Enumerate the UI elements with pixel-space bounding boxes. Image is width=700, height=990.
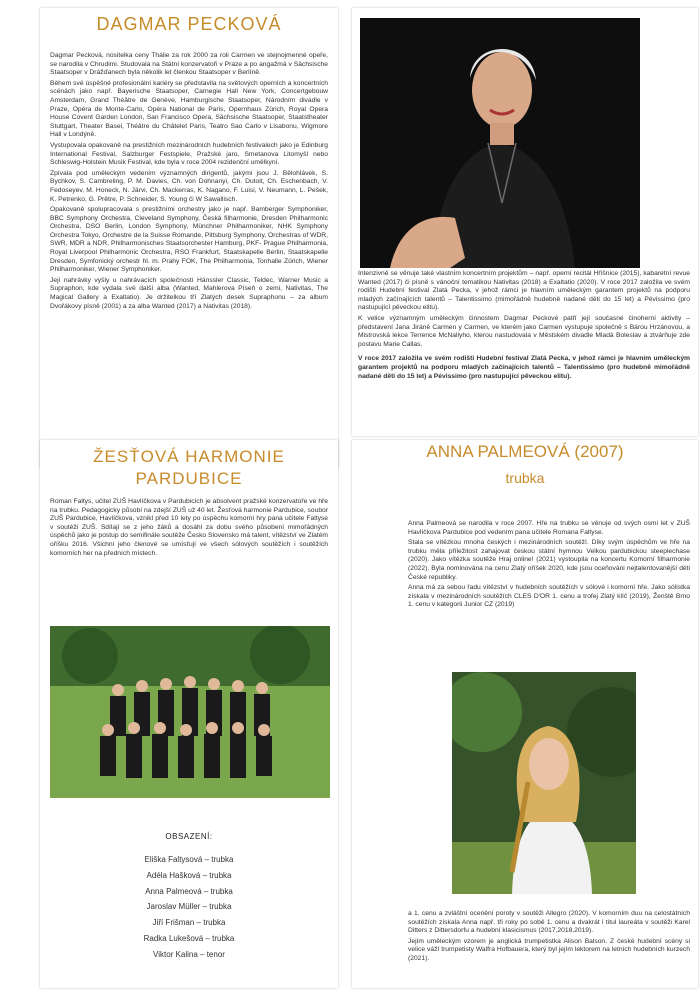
dagmar-paragraph: Její nahrávky vyšly u nahrávacích společností Hänssler Classic, Teldec, Warner Music a Supraphon, kde vydala své další alba (Wanted, Mahlerova Píseň o zemi, Nativitas, The Magical Gallery a Exaltatio). Je držitelkou tří Zlatých desek Supraphonu – za album Dvořákovy písně (2001) a za alba Wanted (2017) a Nativitas (2018). — [50, 276, 328, 310]
dagmar-paragraph: Opakovaně spolupracovala s prestižními orchestry jako je např. Bamberger Symphoniker, BBC Symphony Orchestra, Cleveland Symphony, Česká filharmonie, Dresden Philharmonic Orchestra, DSO Berlin, London Symphony, Münchner Philharmoniker, NHK Symphony Orchestra Tokyo, Orchestre de la Suisse Romande, Pittsburg Symphony, Orchestras of WDR, SWR, MDR a NDR, Philharmonisches Staatsorchester Hamburg, PKF- Prague Philharmonia, Royal Liverpool Philharmonic Orchestra, RSO Frankfurt, Staatskapelle Berlin, Staatskapelle Dresden, Symfonický orchestr hl. m. Prahy FOK, The Philharmonia, Tonhalle Zürich, Wiener Philharmoniker, Wiener Symphoniker. — [50, 206, 328, 274]
dagmar-photo-panel — [352, 8, 698, 436]
portrait-illustration — [360, 18, 640, 268]
anna-paragraph: Stala se vítězkou mnoha českých i mezinárodních soutěží. Díky svým úspěchům ve hře na trubku měla příležitost zahajovat českou státní hymnou Velkou pardubickou steeplechase (2020). Jako vítězka soutěže Hraj online! (2021) vystoupila na koncertu Komorní filharmonie (2022). Byla nominována na cenu Zlatý oříšek 2020, kde jsou oceňováni nejtalentovanější děti České republiky. — [408, 539, 690, 581]
dagmar-paragraph: Dagmar Pecková, nositelka ceny Thálie za rok 2000 za roli Carmen ve stejnojmenné opeře, se narodila v Chrudimi. Studovala na Státní konzervatoři v Praze a po angažmá v Sächsische Staatsoper v Drážďanech byla několik let členkou Staatsoper v Berlíně. — [50, 52, 328, 77]
ensemble-text — [50, 498, 328, 560]
ensemble-panel — [40, 440, 338, 988]
dagmar-paragraph: K velice významným uměleckým činnostem Dagmar Peckové patří její současné činoherní aktivity – představení Jana Jiráně Carmen y Carmen, ve kterém jako Carmen vystupuje společně s Bárou Hrzánovou, a Mistrovská lekce Terrence McNallyho, kterou nastudovala v Městském divadle Mladá Boleslav a ztvárňuje zde postavu Marie Callas. — [358, 314, 690, 348]
dagmar-paragraph: Vystupovala opakovaně na prestižních mezinárodních hudebních festivalech jako je Edinburg International Festival, Salzburger Festspiele, Pražské jaro, Smetanova Litomyšl nebo Schleswig-Holstein Musik Festival, kde byla v roce 2004 rezidenční umělkyní. — [50, 141, 328, 167]
anna-paragraph: Anna má za sebou řadu vítězství v hudebních soutěžích v sólové i komorní hře. Jako sólistka získala v mezinárodních soutěžích CLES D'OR 1. cenu a trofej Zlatý klíč (2019), Ženště Brno 1. cenu v kategorii Junior CZ (2019) — [408, 584, 690, 609]
anna-title: ANNA PALMEOVÁ (2007) — [426, 442, 624, 461]
dagmar-paragraph: Intenzivně se věnuje také vlastním koncertním projektům – např. operní recitál Hříšnice (2015), kabaretní revue Wanted (2017) či písně s vánoční tematikou Nativitas (2018) a Exaltatio (2020). V roce 2017 založila ve svém rodišti Hudební festival Zlatá Pecka, v jehož rámci je hlavním uměleckým garantem projektů na podporu mladých začínajících talentů – Talentissimo (mimořádně hudebně nadané děti do 15 let) a Pévissimo (pro nastupující pěveckou elitu). — [358, 270, 690, 312]
dagmar-portrait-photo — [360, 18, 640, 268]
cast-heading: OBSAZENÍ: — [165, 832, 213, 841]
dagmar-title: DAGMAR PECKOVÁ — [96, 14, 282, 34]
anna-paragraph: Jejím uměleckým vzorem je anglická trumpetistka Alison Balson. Z české hudební scény si velice váží trumpetisty Walfra Hofbauera, který byl jejím lektorem na letních hudebních kurzech (2021). — [408, 937, 690, 962]
ensemble-group-photo — [50, 626, 330, 798]
anna-bio-text-continued — [408, 910, 690, 966]
dagmar-paragraph: Během své úspěšné profesionální kariéry se představila na světových operních a koncertních scénách jako např. Bayerische Staatsoper, Carnegie Hall New York, Concertgebouw Amsterdam, Grand Théâtre de Genève, Hamburgische Staatsoper, Národním divadle v Praze, Opéra de Monte-Carlo, Opéra National de Paris, Opernhaus Zürich, Royal Opera House Covent Garden London, San Francisco Opera, Sächsische Staatsoper, Staatstheater Stuttgart, Theater Basel, Théâtre du Châtelet Paris, Teatro Sao Carlo v Lisabonu, Wigmore Hall v Londýně. — [50, 79, 328, 139]
cast-member: Jaroslav Müller – trubka — [146, 902, 232, 912]
anna-portrait-photo — [452, 672, 636, 894]
dagmar-paragraph: Zpívala pod uměleckým vedením významných dirigentů, jakými jsou J. Bělohlávek, S. Bychkov, S. Cambreling, P. M. Davies, Ch. von Dohnanyi, Ch. Dutoit, Ch. Eschenbach, V. Fedoseyev, M. Honeck, N. Järvi, Ch. Mackerras, K. Nagano, F. Luisi, V. Neumann, L. Pešek, K. Petrenko, G. Prêtre, P. Schneider, S. Young či W Sawallisch. — [50, 169, 328, 203]
cast-member: Jiří Frišman – trubka — [152, 918, 226, 928]
group-illustration — [50, 626, 330, 798]
anna-paragraph: Anna Palmeová se narodila v roce 2007. Hře na trubku se věnuje od svých osmi let v ZUŠ Havlíčkova Pardubice pod vedením pana učitele Romana Faltyse. — [408, 520, 690, 536]
anna-paragraph: a 1. cenu a zvláštní ocenění poroty v soutěži Allegro (2020). V komorním duu na celostátních soutěžích získala Anna např. tři roky po sobě 1. cenu a dvakrát i titul laureáta v soutěži Karel Ditters z Dittersdorfu a hudební klasicismus (2017,2018,2019). — [408, 910, 690, 935]
cast-member: Adéla Hašková – trubka — [146, 870, 232, 880]
cast-list — [40, 852, 338, 963]
ensemble-title: ŽESŤOVÁ HARMONIE PARDUBICE — [93, 447, 285, 488]
cast-member: Radka Lukešová – trubka — [143, 933, 235, 943]
ensemble-paragraph: Roman Faltys, učitel ZUŠ Havlíčkova v Pardubicích je absolvent pražské konzervatoře ve hře na trubku. Pedagogicky působí na zdejší ZUŠ už 40 let. Žesťová harmonie Pardubice, soubor ZUŠ Pardubice, Havlíčkova, vznikl před 10 lety po úspěchu komorní hry pana učitele Faltyse v soutěži ZUŠ. Sdílají se z jeho žáků a dosáhl za dobu svého působení mimořádných úspěchů jako je postup do semifinále soutěže Česko Slovensko má talent, vítězství ve Zlatém oříšku 2016. Všichni jeho členové se umísťují ve všech sólových soutěžích i soutěžích komorních her na předních místech. — [50, 498, 328, 557]
cast-member: Eliška Faltysová – trubka — [144, 855, 234, 864]
anna-illustration — [452, 672, 636, 894]
dagmar-highlight: V roce 2017 založila ve svém rodišti Hudební festival Zlatá Pecka, v jehož rámci je hlavním uměleckým garantem projektů na podporu mladých začínajících talentů – Talentissimo (pro hudebně mimořádně nadané děti do 15 let) a Pévissimo (pro nastupující pěveckou elitu). — [358, 355, 690, 380]
dagmar-bio-panel — [40, 8, 338, 468]
anna-instrument: trubka — [505, 470, 545, 486]
cast-member: Anna Palmeová – trubka — [145, 886, 233, 896]
dagmar-bio-text — [50, 52, 328, 313]
dagmar-continued-text — [358, 270, 690, 383]
cast-member: Viktor Kalina – tenor — [153, 949, 225, 959]
anna-bio-text — [408, 520, 690, 612]
anna-panel — [352, 440, 698, 988]
